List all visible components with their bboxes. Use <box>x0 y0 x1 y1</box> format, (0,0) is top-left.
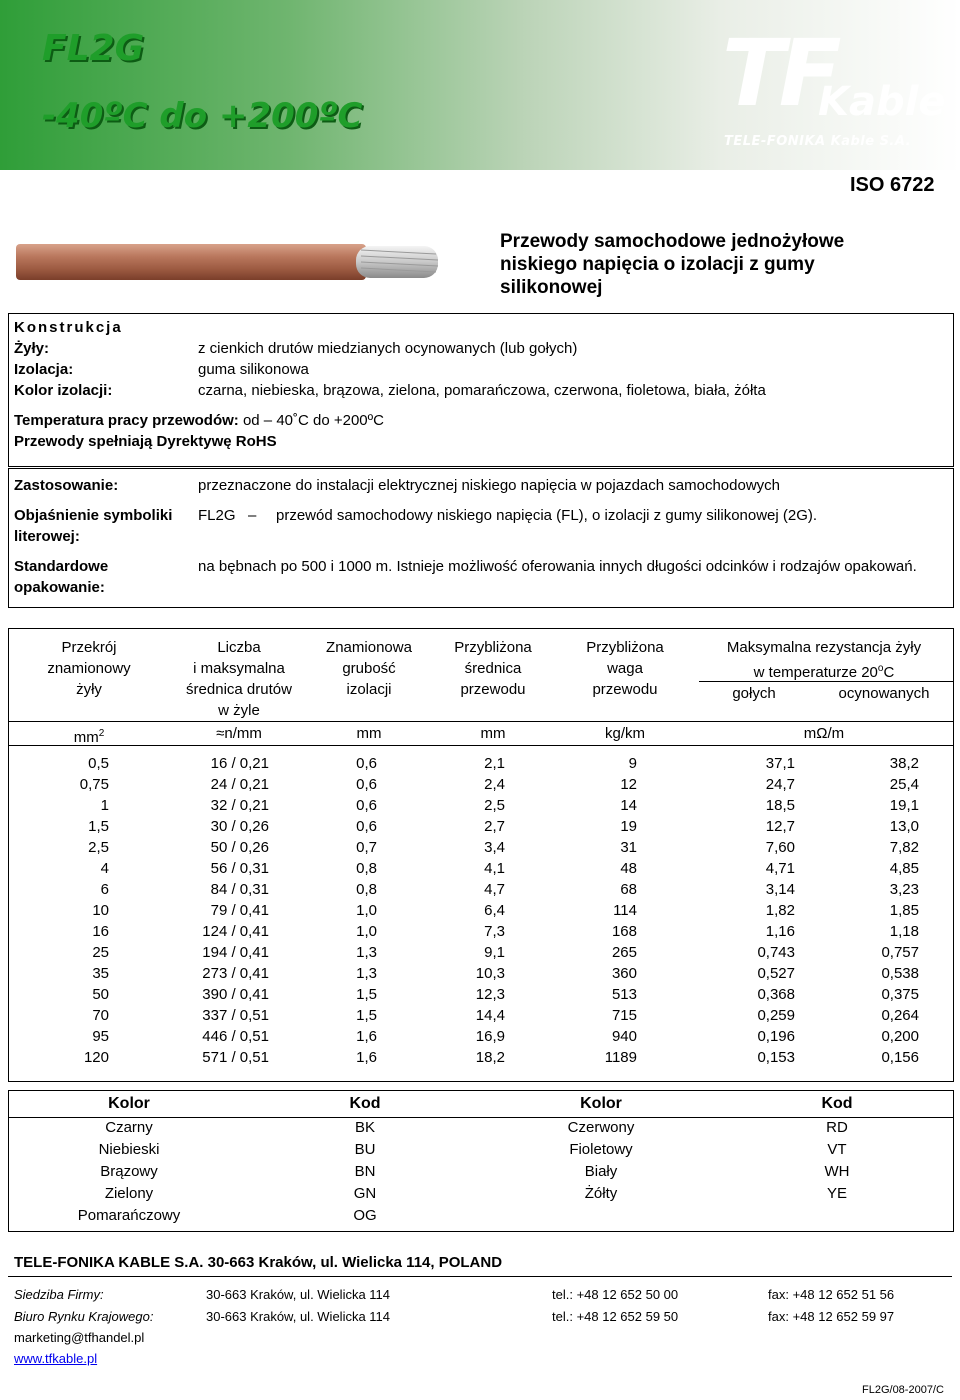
operating-temperature-value: od – 40˚C do +200ºC <box>242 412 384 429</box>
header-cross-section-line-1: Przekrój <box>61 639 117 656</box>
cell-resistance-tinned: 1,85 <box>889 902 919 919</box>
header-insulation-thickness <box>309 637 429 700</box>
cell-wires: 194 / 0,41 <box>202 944 269 961</box>
color-code: VT <box>827 1141 847 1158</box>
cell-weight: 14 <box>620 797 637 814</box>
unit-resistance <box>699 723 949 744</box>
cell-wires: 124 / 0,41 <box>202 923 269 940</box>
color-code: RD <box>826 1119 848 1136</box>
cell-resistance-bare: 0,196 <box>757 1028 795 1045</box>
unit-resistance-suffix: /m <box>827 725 845 742</box>
cell-resistance-bare: 0,527 <box>757 965 795 982</box>
cell-weight: 48 <box>620 860 637 877</box>
product-description <box>500 230 920 299</box>
header-resistance-line-1: Maksymalna rezystancja żyły <box>726 639 922 656</box>
cell-weight: 9 <box>628 755 637 772</box>
cell-resistance-bare: 3,14 <box>765 881 795 898</box>
cell-resistance-tinned: 0,757 <box>881 944 919 961</box>
cell-weight: 360 <box>611 965 637 982</box>
unit-wires <box>169 723 309 744</box>
cell-resistance-bare: 37,1 <box>765 755 795 772</box>
cell-diameter: 4,7 <box>484 881 505 898</box>
cores-value: z cienkich drutów miedzianych ocynowanych (lub gołych) <box>198 340 578 357</box>
product-description-line-1: Przewody samochodowe jednożyłowe <box>500 231 845 252</box>
color-code: YE <box>826 1185 847 1202</box>
header-insulation-line-1: Znamionowa <box>326 639 412 656</box>
color-name: Brązowy <box>100 1163 158 1180</box>
header-diameter <box>433 637 553 700</box>
unit-resistance-omega: Ω <box>816 725 828 742</box>
cell-wires: 50 / 0,26 <box>210 839 269 856</box>
cell-insulation: 0,6 <box>356 776 377 793</box>
cell-diameter: 2,5 <box>484 797 505 814</box>
header-bare: gołych <box>732 685 776 702</box>
temperature-range: -40ºC do +200ºC <box>42 96 363 136</box>
cell-cross-section: 25 <box>92 944 109 961</box>
application-label: Zastosowanie: <box>14 477 119 494</box>
cell-insulation: 0,7 <box>356 839 377 856</box>
cell-cross-section: 95 <box>92 1028 109 1045</box>
office-fax: fax: +48 12 652 59 97 <box>768 1309 895 1324</box>
cell-resistance-bare: 1,82 <box>765 902 795 919</box>
cell-insulation: 1,6 <box>356 1049 377 1066</box>
cell-insulation: 0,6 <box>356 818 377 835</box>
operating-temperature <box>14 412 384 429</box>
color-code: BN <box>354 1163 376 1180</box>
cell-diameter: 3,4 <box>484 839 505 856</box>
units-top-rule <box>9 721 953 722</box>
cell-resistance-bare: 1,16 <box>765 923 795 940</box>
cell-weight: 1189 <box>604 1049 637 1066</box>
cell-insulation: 0,6 <box>356 797 377 814</box>
header-resistance-line-2 <box>699 658 949 683</box>
logo-kable-text: Kable <box>818 79 946 125</box>
cell-wires: 84 / 0,31 <box>210 881 269 898</box>
cell-wires: 32 / 0,21 <box>210 797 269 814</box>
header-weight <box>565 637 685 700</box>
cell-insulation: 1,6 <box>356 1028 377 1045</box>
cell-resistance-tinned: 0,264 <box>881 1007 919 1024</box>
iso-standard: ISO 6722 <box>850 174 935 196</box>
office-label: Biuro Rynku Krajowego: <box>14 1309 154 1324</box>
header-cross-section-line-3: żyły <box>76 681 102 698</box>
cell-cross-section: 50 <box>92 986 109 1003</box>
office-phone: tel.: +48 12 652 59 50 <box>552 1309 679 1324</box>
header-cross-section-line-2: znamionowy <box>47 660 131 677</box>
packaging-value: na bębnach po 500 i 1000 m. Istnieje możliwość oferowania innych długości odcinków i rodzajów opakowań. <box>198 558 917 575</box>
unit-diameter: mm <box>480 725 506 742</box>
cell-weight: 12 <box>620 776 637 793</box>
cell-resistance-bare: 4,71 <box>765 860 795 877</box>
symbols-label-line-2: literowej: <box>14 528 80 545</box>
header-diameter-line-2: średnica <box>464 660 522 677</box>
packaging-label-line-1: Standardowe <box>14 558 109 575</box>
cell-diameter: 7,3 <box>484 923 505 940</box>
color-code: OG <box>353 1207 377 1224</box>
header-weight-line-1: Przybliżona <box>586 639 664 656</box>
cell-resistance-bare: 0,259 <box>757 1007 795 1024</box>
cell-wires: 446 / 0,51 <box>202 1028 269 1045</box>
header-resistance-degree: o <box>877 663 884 674</box>
cell-wires: 337 / 0,51 <box>202 1007 269 1024</box>
cell-weight: 513 <box>611 986 637 1003</box>
symbol-dash: – <box>248 507 257 524</box>
color-code: GN <box>353 1185 377 1202</box>
cores-label: Żyły: <box>14 340 50 357</box>
color-code: WH <box>824 1163 850 1180</box>
cell-weight: 940 <box>611 1028 637 1045</box>
cell-diameter: 18,2 <box>475 1049 505 1066</box>
construction-heading: Konstrukcja <box>14 319 123 336</box>
footer-divider <box>8 1276 952 1277</box>
cell-insulation: 0,8 <box>356 860 377 877</box>
document-code: FL2G/08-2007/C <box>862 1384 944 1396</box>
cell-insulation: 1,0 <box>356 902 377 919</box>
operating-temperature-label: Temperatura pracy przewodów: <box>14 412 239 429</box>
cell-weight: 31 <box>620 839 637 856</box>
header-wires-line-3: średnica drutów <box>186 681 292 698</box>
cell-resistance-bare: 12,7 <box>765 818 795 835</box>
unit-cross-section-text: mm <box>73 729 99 746</box>
colors-header-color-right: Kolor <box>580 1095 622 1112</box>
cell-resistance-tinned: 0,200 <box>881 1028 919 1045</box>
symbols-label-line-1: Objaśnienie symboliki <box>14 507 173 524</box>
cell-cross-section: 2,5 <box>88 839 109 856</box>
cell-resistance-bare: 24,7 <box>765 776 795 793</box>
cell-cross-section: 35 <box>92 965 109 982</box>
header-wires-line-1: Liczba <box>217 639 261 656</box>
product-description-line-2: niskiego napięcia o izolacji z gumy <box>500 254 815 275</box>
cell-resistance-tinned: 7,82 <box>889 839 919 856</box>
cell-weight: 19 <box>620 818 637 835</box>
office-address: 30-663 Kraków, ul. Wielicka 114 <box>206 1309 391 1324</box>
packaging-label-line-2: opakowanie: <box>14 579 105 596</box>
cell-cross-section: 6 <box>100 881 109 898</box>
cell-wires: 24 / 0,21 <box>210 776 269 793</box>
cell-insulation: 1,3 <box>356 965 377 982</box>
insulation-value: guma silikonowa <box>198 361 309 378</box>
colors-header-code-right: Kod <box>821 1095 853 1112</box>
units-bottom-rule <box>9 745 953 746</box>
cell-cross-section: 70 <box>92 1007 109 1024</box>
tfkable-logo <box>722 20 946 158</box>
insulation-label: Izolacja: <box>14 361 74 378</box>
unit-weight: kg/km <box>604 725 645 742</box>
header-insulation-line-3: izolacji <box>346 681 392 698</box>
cell-weight: 168 <box>611 923 637 940</box>
hq-address: 30-663 Kraków, ul. Wielicka 114 <box>206 1287 391 1302</box>
logo-tf-text: TF <box>722 20 836 127</box>
cable-image <box>16 240 446 284</box>
unit-cross-section-sup: 2 <box>98 728 105 739</box>
company-address: TELE-FONIKA KABLE S.A. 30-663 Kraków, ul. Wielicka 114, POLAND <box>14 1254 503 1271</box>
cell-insulation: 1,3 <box>356 944 377 961</box>
colors-header-rule <box>9 1117 953 1118</box>
email-link[interactable]: marketing@tfhandel.pl <box>14 1330 145 1345</box>
cell-diameter: 6,4 <box>484 902 505 919</box>
cell-wires: 30 / 0,26 <box>210 818 269 835</box>
color-name: Pomarańczowy <box>77 1207 181 1224</box>
header-insulation-line-2: grubość <box>342 660 396 677</box>
cell-resistance-tinned: 13,0 <box>889 818 919 835</box>
color-name: Czarny <box>105 1119 153 1136</box>
cell-resistance-tinned: 0,538 <box>881 965 919 982</box>
color-name: Niebieski <box>98 1141 160 1158</box>
cell-resistance-tinned: 19,1 <box>889 797 919 814</box>
color-code: BK <box>354 1119 375 1136</box>
cell-insulation: 0,6 <box>356 755 377 772</box>
header-wires-line-2: i maksymalna <box>193 660 285 677</box>
header-wires-line-4: w żyle <box>218 702 260 719</box>
header-weight-line-2: waga <box>607 660 643 677</box>
rohs-compliance: Przewody spełniają Dyrektywę RoHS <box>14 433 277 450</box>
unit-wires-text: n/mm <box>224 725 262 742</box>
application-value: przeznaczone do instalacji elektrycznej niskiego napięcia w pojazdach samochodowych <box>198 477 780 494</box>
cell-resistance-tinned: 0,156 <box>881 1049 919 1066</box>
cell-weight: 265 <box>611 944 637 961</box>
color-code: BU <box>354 1141 376 1158</box>
color-name: Czerwony <box>567 1119 635 1136</box>
color-name: Zielony <box>104 1185 154 1202</box>
cell-resistance-tinned: 25,4 <box>889 776 919 793</box>
cell-cross-section: 1,5 <box>88 818 109 835</box>
color-name: Fioletowy <box>569 1141 633 1158</box>
cell-wires: 16 / 0,21 <box>210 755 269 772</box>
website-link[interactable]: www.tfkable.pl <box>14 1351 98 1366</box>
cell-diameter: 9,1 <box>484 944 505 961</box>
resistance-header-divider <box>699 681 953 682</box>
hq-phone: tel.: +48 12 652 50 00 <box>552 1287 679 1302</box>
insulation-color-label: Kolor izolacji: <box>14 382 113 399</box>
cell-resistance-tinned: 3,23 <box>889 881 919 898</box>
cell-wires: 571 / 0,51 <box>202 1049 269 1066</box>
cell-insulation: 1,5 <box>356 1007 377 1024</box>
cell-wires: 56 / 0,31 <box>210 860 269 877</box>
logo-subtitle: TELE-FONIKA Kable S.A. <box>724 134 912 149</box>
cell-resistance-bare: 7,60 <box>765 839 795 856</box>
product-code: FL2G <box>42 28 145 69</box>
cell-diameter: 16,9 <box>475 1028 505 1045</box>
hq-label: Siedziba Firmy: <box>14 1287 104 1302</box>
cell-resistance-tinned: 1,18 <box>889 923 919 940</box>
symbol-code: FL2G <box>198 507 236 524</box>
cell-diameter: 12,3 <box>475 986 505 1003</box>
cell-diameter: 14,4 <box>475 1007 505 1024</box>
color-name: Żółty <box>584 1185 618 1202</box>
colors-header-color-left: Kolor <box>108 1095 150 1112</box>
color-codes-table <box>8 1090 954 1232</box>
cell-wires: 390 / 0,41 <box>202 986 269 1003</box>
header-resistance-celsius: C <box>883 664 895 681</box>
cell-weight: 715 <box>611 1007 637 1024</box>
hq-fax: fax: +48 12 652 51 56 <box>768 1287 895 1302</box>
cell-cross-section: 0,5 <box>88 755 109 772</box>
cell-insulation: 0,8 <box>356 881 377 898</box>
cell-resistance-tinned: 38,2 <box>889 755 919 772</box>
header-wires <box>169 637 309 721</box>
cell-cross-section: 1 <box>100 797 109 814</box>
cell-resistance-bare: 0,743 <box>757 944 795 961</box>
cell-resistance-bare: 0,368 <box>757 986 795 1003</box>
header-cross-section <box>29 637 149 700</box>
colors-header-code-left: Kod <box>349 1095 381 1112</box>
unit-insulation: mm <box>356 725 382 742</box>
cell-cross-section: 16 <box>92 923 109 940</box>
cell-diameter: 10,3 <box>475 965 505 982</box>
cell-diameter: 4,1 <box>484 860 505 877</box>
cell-weight: 68 <box>620 881 637 898</box>
insulation-color-value: czarna, niebieska, brązowa, zielona, pomarańczowa, czerwona, fioletowa, biała, żółta <box>198 382 766 399</box>
symbol-value: przewód samochodowy niskiego napięcia (FL), o izolacji z gumy silikonowej (2G). <box>276 507 818 524</box>
header-tinned: ocynowanych <box>838 685 930 702</box>
header-diameter-line-1: Przybliżona <box>454 639 532 656</box>
cell-cross-section: 0,75 <box>79 776 109 793</box>
header-resistance <box>699 637 949 683</box>
cell-cross-section: 10 <box>92 902 109 919</box>
cell-insulation: 1,0 <box>356 923 377 940</box>
cell-resistance-bare: 18,5 <box>765 797 795 814</box>
cell-insulation: 1,5 <box>356 986 377 1003</box>
cell-resistance-bare: 0,153 <box>757 1049 795 1066</box>
header-resistance-temp: w temperaturze 20 <box>753 664 878 681</box>
cell-cross-section: 4 <box>100 860 109 877</box>
product-description-line-3: silikonowej <box>500 277 603 298</box>
unit-wires-approx: ≈ <box>216 725 225 742</box>
header-diameter-line-3: przewodu <box>460 681 526 698</box>
cell-diameter: 2,4 <box>484 776 505 793</box>
color-name: Biały <box>584 1163 618 1180</box>
unit-resistance-prefix: m <box>803 725 817 742</box>
cell-resistance-tinned: 4,85 <box>889 860 919 877</box>
cell-wires: 273 / 0,41 <box>202 965 269 982</box>
specs-table <box>8 628 954 1082</box>
cell-diameter: 2,1 <box>484 755 505 772</box>
cell-weight: 114 <box>613 902 637 919</box>
cell-diameter: 2,7 <box>484 818 505 835</box>
cell-cross-section: 120 <box>83 1049 109 1066</box>
cell-wires: 79 / 0,41 <box>210 902 269 919</box>
cell-resistance-tinned: 0,375 <box>881 986 919 1003</box>
header-weight-line-3: przewodu <box>592 681 658 698</box>
